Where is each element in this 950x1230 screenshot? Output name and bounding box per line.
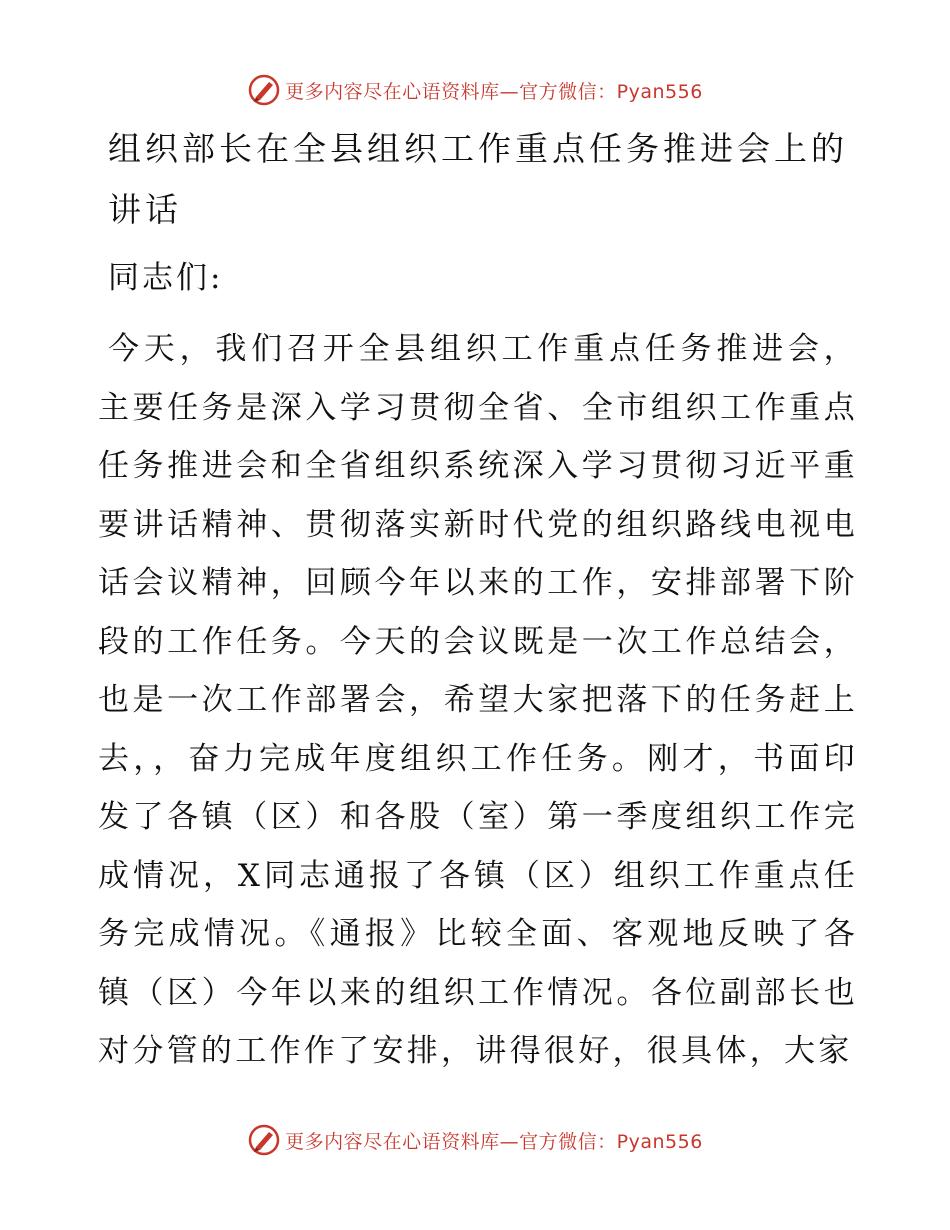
body-paragraph: 今天，我们召开全县组织工作重点任务推进会，主要任务是深入学习贯彻全省、全市组织工作重点任务推进会和全省组织系统深入学习贯彻习近平重要讲话精神、贯彻落实新时代党的组织路线电视电话会议精神，回顾今年以来的工作，安排部署下阶段的工作任务。今天的会议既是一次工作总结会，也是一次工作部署会，希望大家把落下的任务赶上去，，奋力完成年度组织工作任务。刚才，书面印发了各镇（区）和各股（室）第一季度组织工作完成情况，X同志通报了各镇（区）组织工作重点任务完成情况。《通报》比较全面、客观地反映了各镇（区）今年以来的组织工作情况。各位副部长也对分管的工作作了安排，讲得很好，很具体，大家 [98, 331, 858, 1069]
greeting: 同志们: [108, 260, 224, 296]
pen-logo-icon [247, 73, 281, 107]
document-title: 组织部长在全县组织工作重点任务推进会上的讲话 [108, 129, 848, 229]
pen-logo-icon [247, 1123, 281, 1157]
footer-watermark [0, 1122, 950, 1158]
document-body [98, 118, 858, 1081]
watermark-text: 更多内容尽在心语资料库—官方微信：Pyan556 [285, 1130, 703, 1153]
header-watermark [0, 72, 950, 108]
watermark-text: 更多内容尽在心语资料库—官方微信：Pyan556 [285, 80, 703, 103]
